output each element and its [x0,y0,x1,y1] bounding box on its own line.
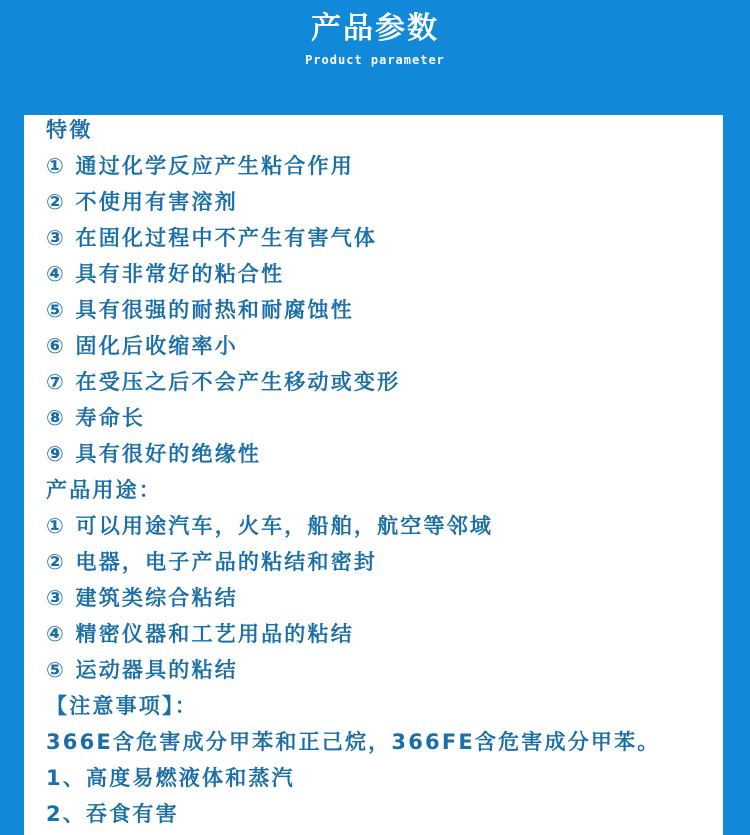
feature-item: ④ 具有非常好的粘合性 [46,262,285,286]
usage-item: ① 可以用途汽车，火车，船舶，航空等邻域 [46,514,494,538]
feature-item: ① 通过化学反应产生粘合作用 [46,154,354,178]
usage-item: ② 电器，电子产品的粘结和密封 [46,550,378,574]
feature-item: ③ 在固化过程中不产生有害气体 [46,226,378,250]
precaution-note: 366E含危害成分甲苯和正己烷，366FE含危害成分甲苯。 [46,730,661,754]
feature-item: ⑤ 具有很强的耐热和耐腐蚀性 [46,298,354,322]
precaution-item: 2、吞食有害 [46,802,179,826]
text-lines [46,115,713,835]
usage-item: ③ 建筑类综合粘结 [46,586,238,610]
section-heading-features: 特徵 [46,118,93,142]
section-heading-usage: 产品用途： [46,478,162,502]
header-banner [0,0,750,115]
page-subtitle: Product parameter [305,53,445,67]
feature-item: ⑥ 固化后收缩率小 [46,334,238,358]
precaution-item: 1、高度易燃液体和蒸汽 [46,766,295,790]
content-panel [24,115,723,835]
feature-item: ⑨ 具有很好的绝缘性 [46,442,262,466]
usage-item: ④ 精密仪器和工艺用品的粘结 [46,622,354,646]
feature-item: ⑦ 在受压之后不会产生移动或变形 [46,370,401,394]
page-title: 产品参数 [311,11,439,46]
usage-item: ⑤ 运动器具的粘结 [46,658,238,682]
section-heading-precautions: 【注意事项】： [46,694,198,718]
feature-item: ② 不使用有害溶剂 [46,190,238,214]
feature-item: ⑧ 寿命长 [46,406,146,430]
